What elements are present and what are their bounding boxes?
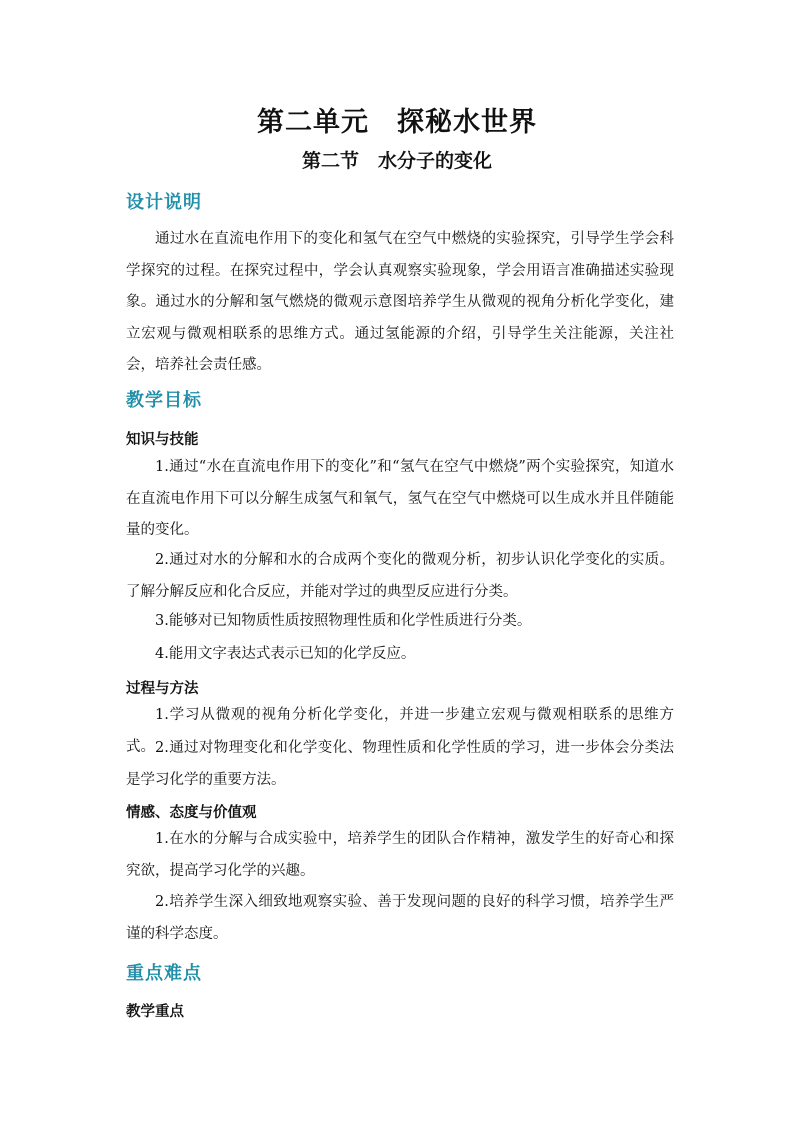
process-method-heading: 过程与方法 [126, 680, 199, 697]
attitude-item-1: 1.在水的分解与合成实验中，培养学生的团队合作精神，激发学生的好奇心和探究欲，提高学习化学的兴趣。 [126, 831, 674, 879]
section-subtitle: 第二节 水分子的变化 [301, 150, 492, 172]
knowledge-item-3: 3.能够对已知物质性质按照物理性质和化学性质进行分类。 [155, 613, 532, 629]
knowledge-item-1: 1.通过“水在直流电作用下的变化”和“氢气在空气中燃烧”两个实验探究，知道水在直流电作用下可以分解生成氢气和氧气，氢气在空气中燃烧可以生成水并且伴随能量的变化。 [126, 459, 674, 538]
design-note-paragraph: 通过水在直流电作用下的变化和氢气在空气中燃烧的实验探究，引导学生学会科学探究的过程。在探究过程中，学会认真观察实验现象，学会用语言准确描述实验现象。通过水的分解和氢气燃烧的微观示意图培养学生从微观的视角分析化学变化，建立宏观与微观相联系的思维方式。通过氢能源的介绍，引导学生关注能源，关注社会，培养社会责任感。 [126, 231, 674, 373]
knowledge-item-2: 2.通过对水的分解和水的合成两个变化的微观分析，初步认识化学变化的实质。了解分解反应和化合反应，并能对学过的典型反应进行分类。 [126, 552, 674, 600]
attitude-values-heading: 情感、态度与价值观 [126, 804, 257, 821]
knowledge-skills-heading: 知识与技能 [126, 431, 199, 448]
process-item-2: 2.通过对物理变化和化学变化、物理性质和化学性质的学习，进一步体会分类法是学习化学的重要方法。 [126, 740, 674, 788]
knowledge-item-4: 4.能用文字表达式表示已知的化学反应。 [155, 646, 416, 662]
attitude-item-2: 2.培养学生深入细致地观察实验、善于发现问题的良好的科学习惯，培养学生严谨的科学态度。 [126, 894, 674, 942]
key-points-heading: 重点难点 [126, 963, 202, 984]
teaching-goals-heading: 教学目标 [126, 390, 202, 411]
design-note-heading: 设计说明 [126, 192, 202, 213]
teaching-focus-heading: 教学重点 [126, 1003, 184, 1020]
process-item-1: 1.学习从微观的视角分析化学变化，并进一步建立宏观与微观相联系的思维方式。 [126, 707, 674, 755]
unit-title: 第二单元 探秘水世界 [257, 107, 537, 138]
